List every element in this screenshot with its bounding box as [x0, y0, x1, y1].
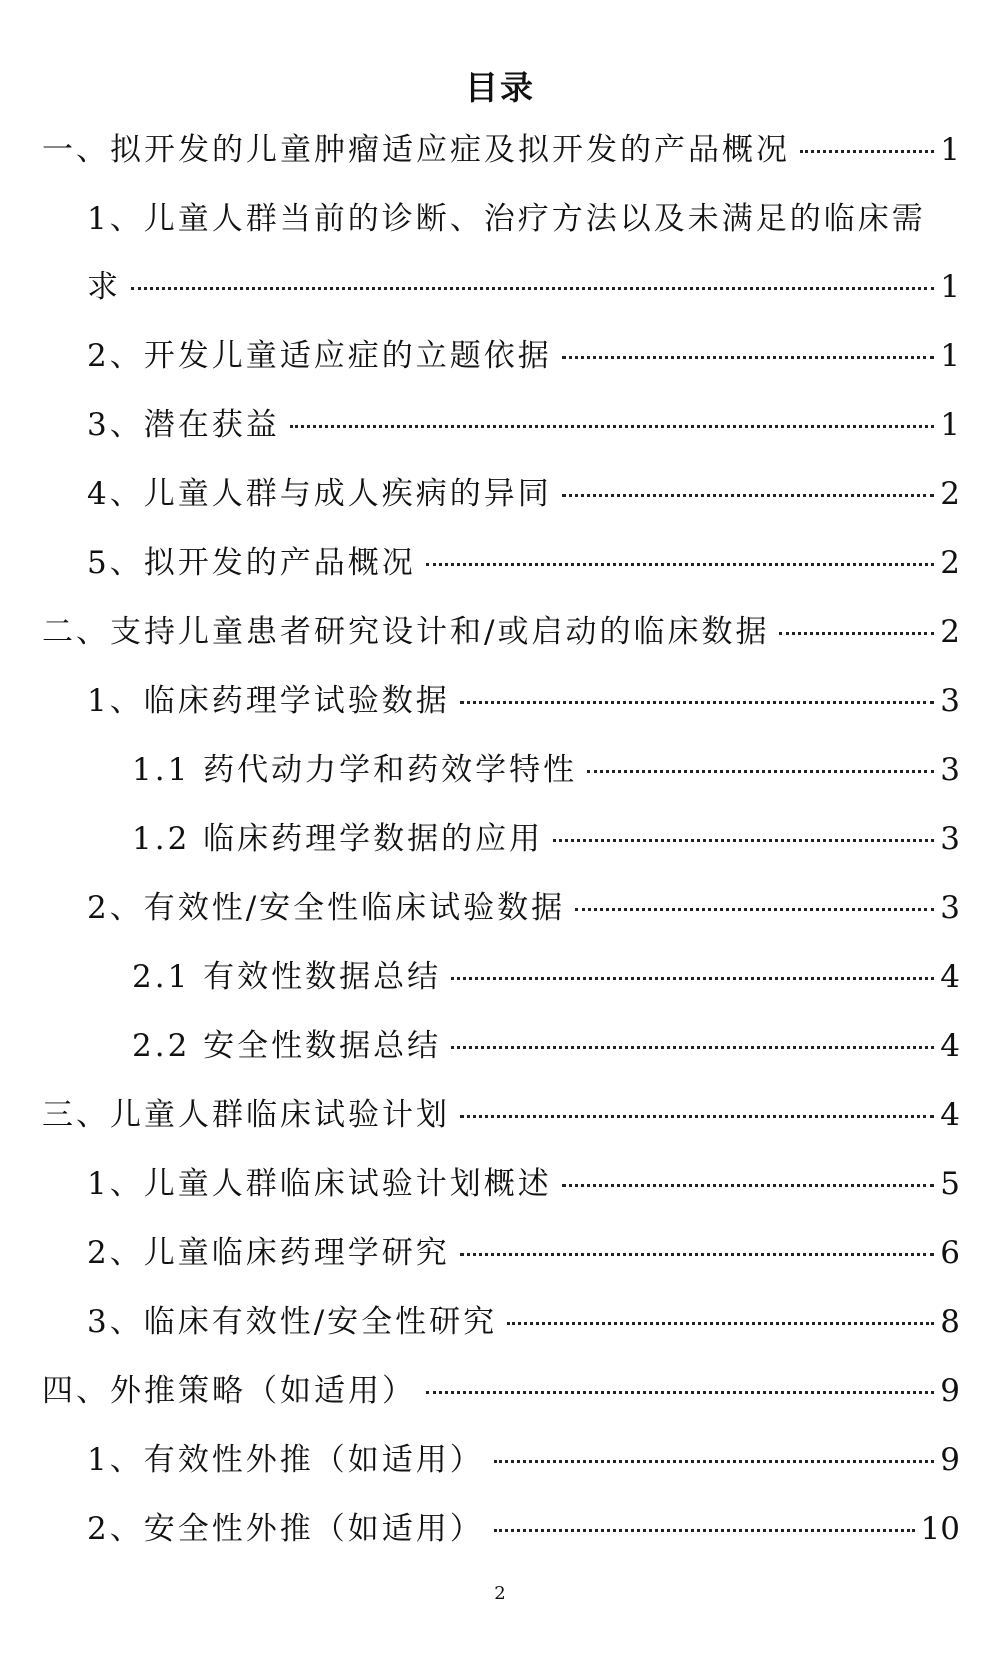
- toc-entry-page: 6: [940, 1235, 960, 1271]
- toc-entry[interactable]: [42, 750, 960, 790]
- dot-leader: [460, 1115, 934, 1118]
- toc-entry[interactable]: [42, 1233, 960, 1273]
- toc-entry-text: 5、拟开发的产品概况: [87, 545, 416, 581]
- dot-leader: [575, 908, 934, 911]
- toc-entry-page: 8: [940, 1304, 960, 1340]
- toc-entry-text: 三、儿童人群临床试验计划: [42, 1097, 450, 1133]
- toc-entry-text: 1、有效性外推（如适用）: [87, 1442, 484, 1478]
- dot-leader: [426, 1391, 934, 1394]
- toc-entry-page: 9: [940, 1373, 960, 1409]
- toc-entry-page: 3: [940, 683, 960, 719]
- toc-entry-text: 4、儿童人群与成人疾病的异同: [87, 476, 552, 512]
- toc-entry[interactable]: [42, 888, 960, 928]
- toc-entry-page: 1: [940, 132, 960, 168]
- dot-leader: [587, 770, 934, 773]
- toc-entry-page: 4: [940, 959, 960, 995]
- toc-entry-text: 2、安全性外推（如适用）: [87, 1511, 484, 1547]
- toc-entry[interactable]: [42, 405, 960, 445]
- toc-entry-text: 2.2 安全性数据总结: [132, 1028, 442, 1064]
- toc-entry-text: 1、儿童人群临床试验计划概述: [87, 1166, 552, 1202]
- toc-entry[interactable]: [42, 1026, 960, 1066]
- toc-entry-text: 四、外推策略（如适用）: [42, 1373, 416, 1409]
- toc-entry[interactable]: [42, 474, 960, 514]
- dot-leader: [290, 425, 935, 428]
- toc-entry-page: 10: [920, 1511, 960, 1547]
- toc-entry-text-continued: 求: [87, 269, 121, 305]
- dot-leader: [494, 1529, 915, 1532]
- dot-leader: [451, 1046, 934, 1049]
- dot-leader: [131, 287, 934, 290]
- toc-entry-page: 2: [940, 476, 960, 512]
- footer-page-number: 2: [494, 1583, 506, 1604]
- toc-entry-text: 1、儿童人群当前的诊断、治疗方法以及未满足的临床需: [87, 201, 926, 237]
- toc-entry[interactable]: [42, 543, 960, 583]
- toc-entry[interactable]: [42, 130, 960, 170]
- toc-entry[interactable]: [42, 819, 960, 859]
- toc-entry-text: 3、潜在获益: [87, 407, 280, 443]
- toc-entry-text: 2、有效性/安全性临床试验数据: [87, 890, 566, 926]
- toc-entry-text: 1.2 临床药理学数据的应用: [132, 821, 544, 857]
- toc-entry[interactable]: [42, 1302, 960, 1342]
- toc-entry[interactable]: [42, 681, 960, 721]
- dot-leader: [451, 977, 934, 980]
- toc-entry[interactable]: [42, 1371, 960, 1411]
- toc-entry-page: 1: [940, 407, 960, 443]
- dot-leader: [426, 563, 935, 566]
- toc-entry-page: 1: [940, 338, 960, 374]
- toc-entry-text: 3、临床有效性/安全性研究: [87, 1304, 498, 1340]
- page-title: 目录: [465, 68, 535, 107]
- toc-entry-page: 5: [940, 1166, 960, 1202]
- toc-entry[interactable]: [42, 1164, 960, 1204]
- toc-entry-page: 4: [940, 1028, 960, 1064]
- toc-entry-page: 2: [940, 614, 960, 650]
- toc-entry[interactable]: [42, 199, 960, 307]
- toc-entry-page: 1: [940, 269, 960, 305]
- dot-leader: [562, 494, 935, 497]
- toc-entry-page: 3: [940, 752, 960, 788]
- toc-entry-page: 9: [940, 1442, 960, 1478]
- toc-entry-text: 二、支持儿童患者研究设计和/或启动的临床数据: [42, 614, 770, 650]
- toc-entry-text: 2、儿童临床药理学研究: [87, 1235, 450, 1271]
- dot-leader: [562, 1184, 935, 1187]
- toc-entry-page: 4: [940, 1097, 960, 1133]
- toc-entry[interactable]: [42, 336, 960, 376]
- dot-leader: [553, 839, 934, 842]
- toc-entry-page: 3: [940, 821, 960, 857]
- dot-leader: [779, 632, 934, 635]
- toc-entry[interactable]: [42, 1440, 960, 1480]
- toc-entry-page: 2: [940, 545, 960, 581]
- toc-entry-text: 2.1 有效性数据总结: [132, 959, 442, 995]
- dot-leader: [460, 1253, 935, 1256]
- toc-entry[interactable]: [42, 957, 960, 997]
- dot-leader: [800, 150, 934, 153]
- toc-entry-text: 1.1 药代动力学和药效学特性: [132, 752, 578, 788]
- table-of-contents: [42, 130, 960, 1578]
- toc-entry-page: 3: [940, 890, 960, 926]
- dot-leader: [460, 701, 935, 704]
- toc-entry-text: 1、临床药理学试验数据: [87, 683, 450, 719]
- dot-leader: [507, 1322, 934, 1325]
- toc-entry-text: 2、开发儿童适应症的立题依据: [87, 338, 552, 374]
- toc-entry[interactable]: [42, 1095, 960, 1135]
- toc-entry[interactable]: [42, 612, 960, 652]
- dot-leader: [562, 356, 935, 359]
- dot-leader: [494, 1460, 935, 1463]
- toc-entry-text: 一、拟开发的儿童肿瘤适应症及拟开发的产品概况: [42, 132, 790, 168]
- toc-entry[interactable]: [42, 1509, 960, 1549]
